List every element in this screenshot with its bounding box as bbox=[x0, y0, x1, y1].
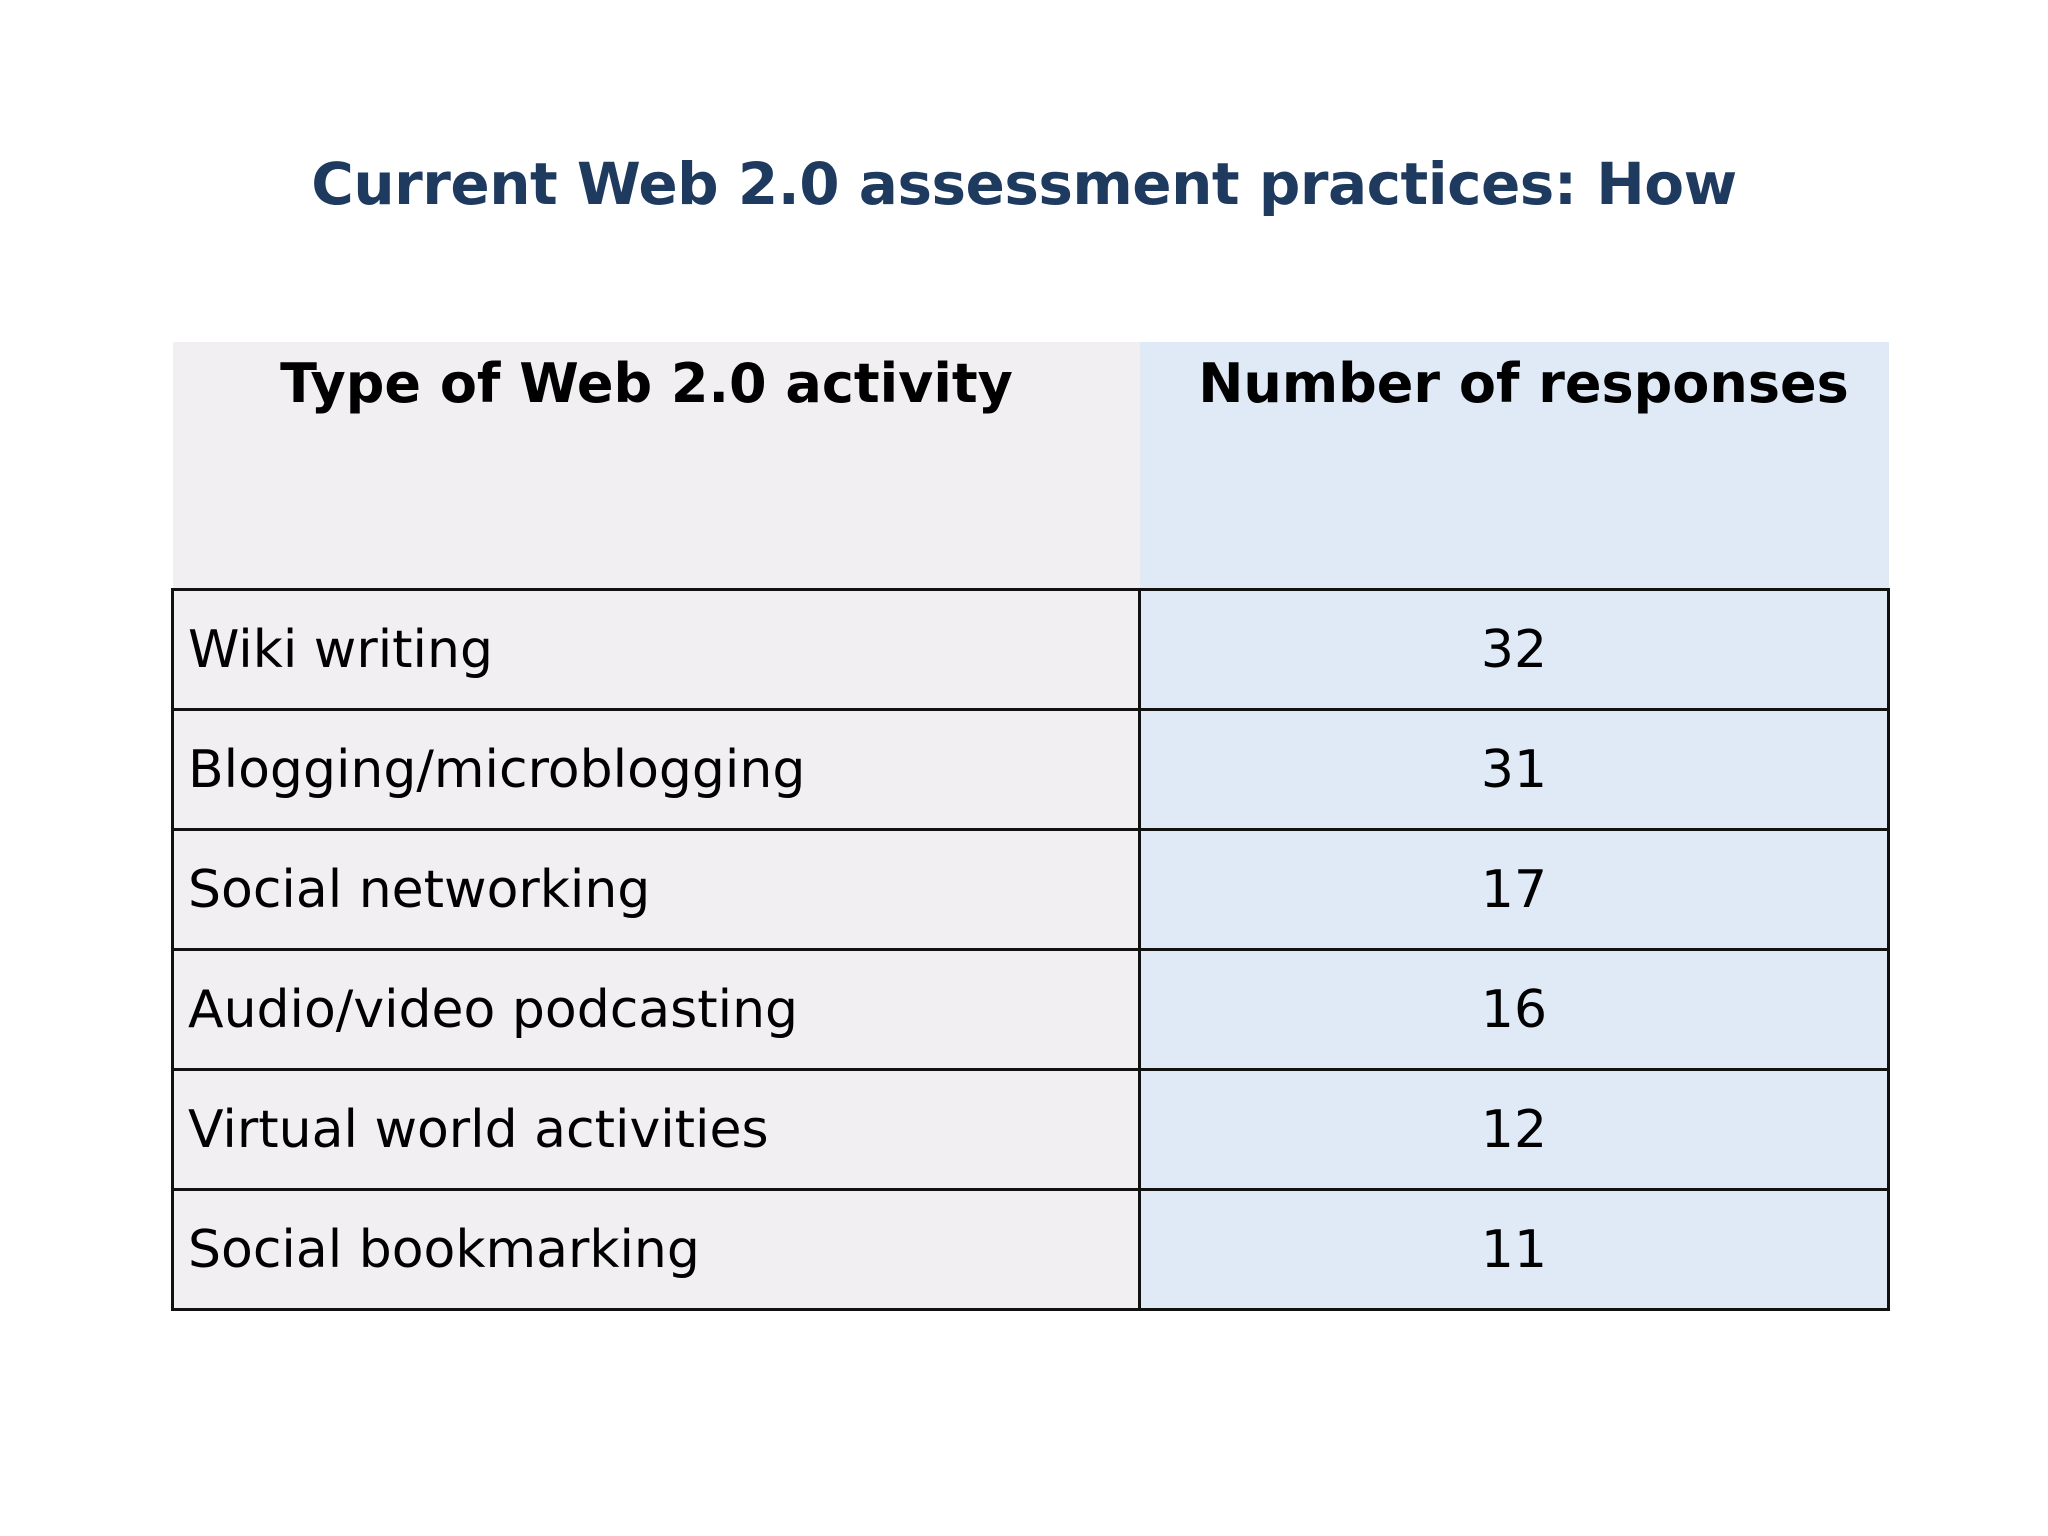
responses-cell: 17 bbox=[1140, 830, 1889, 950]
column-header-responses: Number of responses bbox=[1140, 342, 1889, 590]
responses-table bbox=[171, 342, 1890, 1311]
column-header-activity: Type of Web 2.0 activity bbox=[173, 342, 1140, 590]
activity-cell: Wiki writing bbox=[173, 590, 1140, 710]
activity-cell: Virtual world activities bbox=[173, 1070, 1140, 1190]
responses-cell: 12 bbox=[1140, 1070, 1889, 1190]
activity-cell: Social bookmarking bbox=[173, 1190, 1140, 1310]
activity-cell: Blogging/microblogging bbox=[173, 710, 1140, 830]
table-header-row bbox=[173, 342, 1889, 590]
slide-title: Current Web 2.0 assessment practices: How bbox=[311, 150, 1737, 218]
table-row bbox=[173, 1070, 1889, 1190]
activity-cell: Audio/video podcasting bbox=[173, 950, 1140, 1070]
responses-cell: 11 bbox=[1140, 1190, 1889, 1310]
table-row bbox=[173, 830, 1889, 950]
table-row bbox=[173, 950, 1889, 1070]
activity-cell: Social networking bbox=[173, 830, 1140, 950]
responses-cell: 16 bbox=[1140, 950, 1889, 1070]
table-row bbox=[173, 1190, 1889, 1310]
table-row bbox=[173, 590, 1889, 710]
responses-cell: 32 bbox=[1140, 590, 1889, 710]
responses-table-container bbox=[171, 342, 1887, 1311]
table-row bbox=[173, 710, 1889, 830]
responses-cell: 31 bbox=[1140, 710, 1889, 830]
